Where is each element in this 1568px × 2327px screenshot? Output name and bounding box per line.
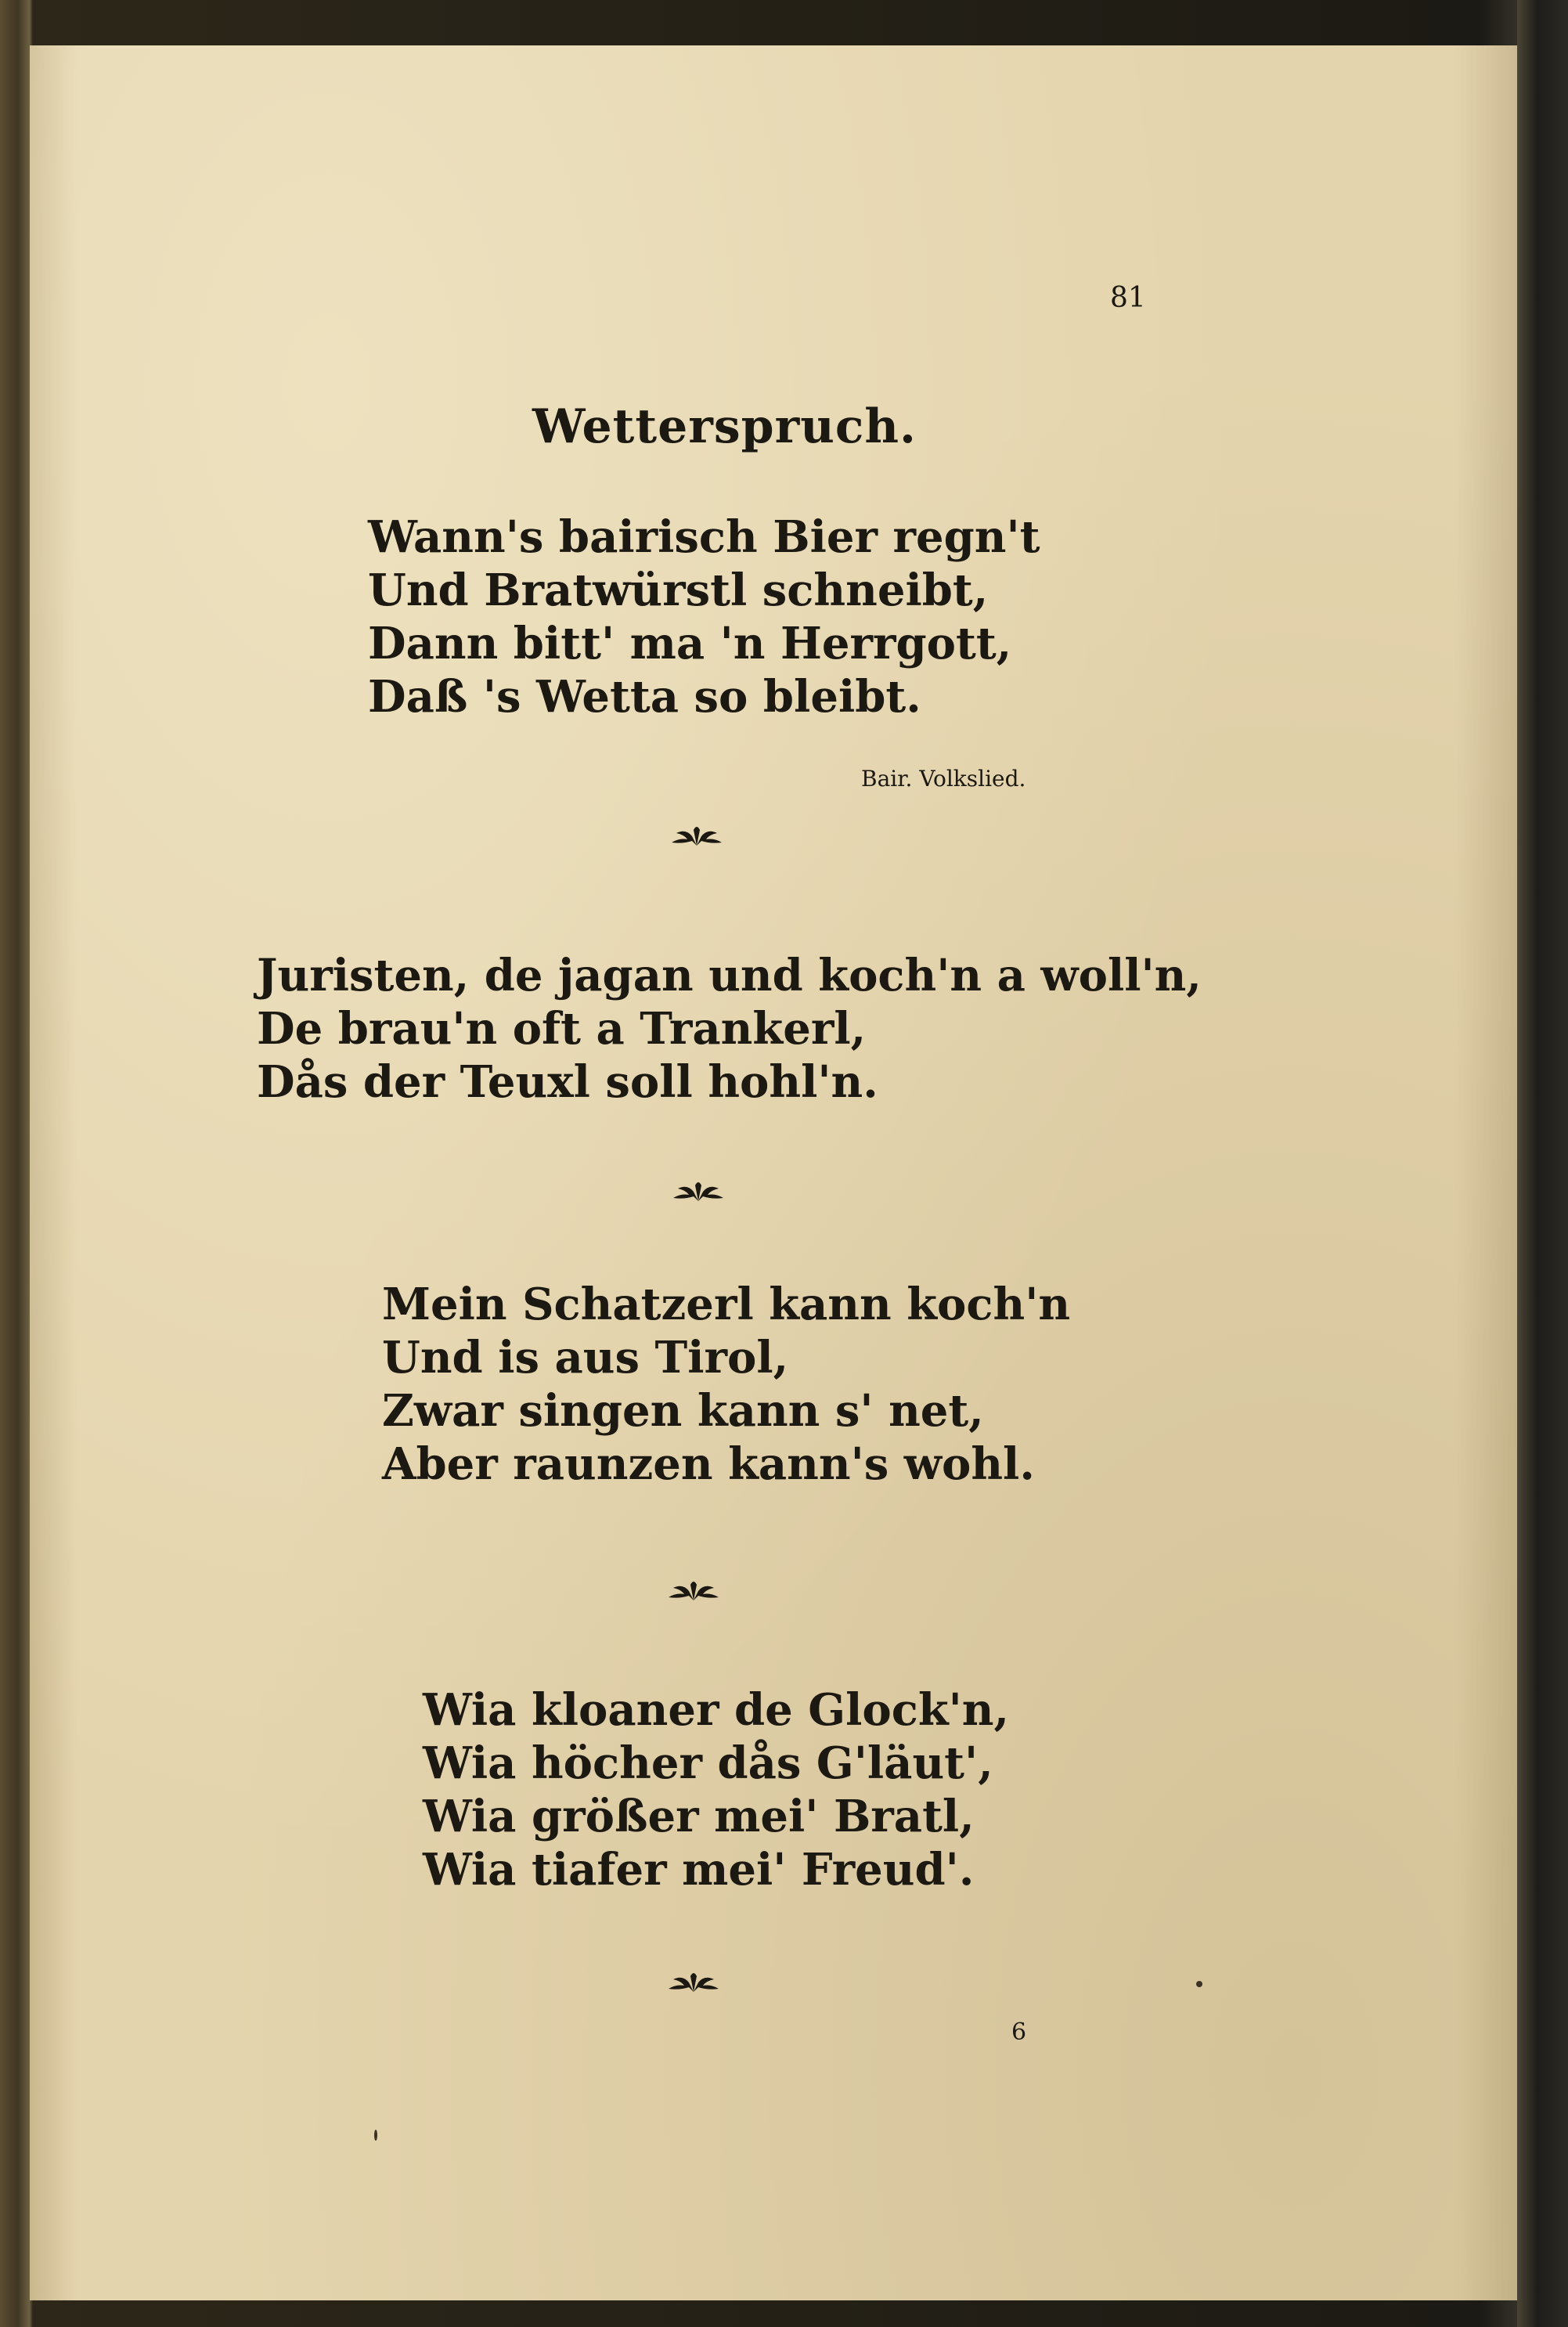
verse-line: Dann bitt' ma 'n Herrgott, xyxy=(368,618,1012,669)
verse-line: Und is aus Tirol, xyxy=(382,1332,789,1384)
verse-line: Und Bratwürstl schneibt, xyxy=(368,565,989,616)
fleuron-icon xyxy=(667,1968,720,1995)
stanza-1 xyxy=(368,510,1040,723)
page-number: 81 xyxy=(1110,282,1146,314)
verse-line: Mein Schatzerl kann koch'n xyxy=(382,1279,1071,1330)
verse-line: Wia tiafer mei' Freud'. xyxy=(423,1844,975,1896)
stanza-3 xyxy=(382,1278,1070,1491)
verse-line: Aber raunzen kann's wohl. xyxy=(382,1438,1035,1490)
poem-title: Wetterspruch. xyxy=(532,399,917,454)
verse-line: Wia kloaner de Glock'n, xyxy=(423,1684,1009,1736)
stanza-4 xyxy=(423,1683,1009,1896)
page-paper xyxy=(30,45,1517,2300)
signature-mark: 6 xyxy=(1011,2019,1027,2046)
verse-line: Dås der Teuxl soll hohl'n. xyxy=(257,1056,878,1108)
verse-line: Daß 's Wetta so bleibt. xyxy=(368,671,921,723)
verse-line: Wia größer mei' Bratl, xyxy=(423,1791,975,1842)
stanza-2 xyxy=(257,949,1202,1109)
fleuron-icon xyxy=(667,1577,720,1604)
paper-speck xyxy=(374,2130,377,2141)
left-page-gutter xyxy=(0,0,30,2327)
verse-line: Juristen, de jagan und koch'n a woll'n, xyxy=(257,950,1202,1001)
attribution: Bair. Volkslied. xyxy=(861,766,1026,792)
right-binding-edge xyxy=(1517,0,1568,2327)
fleuron-icon xyxy=(670,822,723,849)
verse-line: Zwar singen kann s' net, xyxy=(382,1385,984,1437)
verse-line: Wann's bairisch Bier regn't xyxy=(368,511,1040,563)
verse-line: De brau'n oft a Trankerl, xyxy=(257,1003,867,1055)
verse-line: Wia höcher dås G'läut', xyxy=(423,1737,993,1789)
paper-speck xyxy=(1196,1981,1202,1987)
fleuron-icon xyxy=(672,1178,725,1204)
